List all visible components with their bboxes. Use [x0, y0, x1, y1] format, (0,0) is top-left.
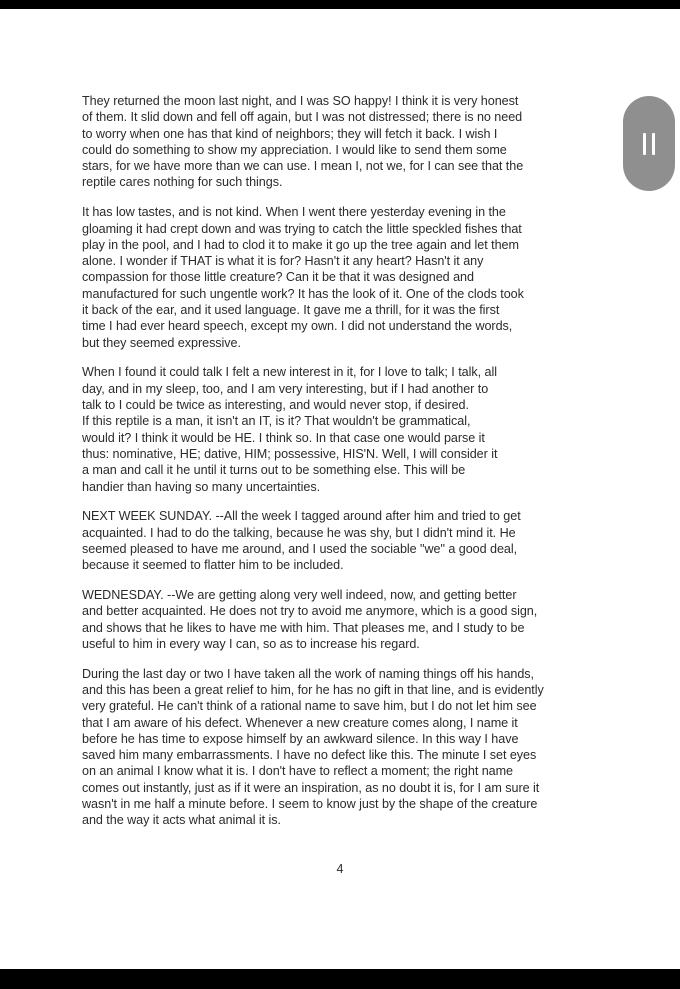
- bottom-bar: [0, 969, 680, 989]
- page-body: [82, 93, 582, 842]
- scroll-handle[interactable]: [623, 96, 675, 191]
- drag-grip-icon: [643, 133, 655, 155]
- paragraph-1: They returned the moon last night, and I was SO happy! I think it is very honest of them. It slid down and fell off again, but I was not distressed; there is no need to worry when one has that kind of neighbors; they will fetch it back. I wish I could do something to show my appreciation. I would like to send them some stars, for we have more than we can use. I mean I, not we, for I can see that the reptile cares nothing for such things.: [82, 94, 524, 190]
- paragraph-5: WEDNESDAY. --We are getting along very well indeed, now, and getting better and better acquainted. He does not try to avoid me anymore, which is a good sign, and shows that he likes to have me with him. That pleases me, and I study to be useful to him in every way I can, so as to increase his regard.: [82, 588, 538, 651]
- paragraph-3: When I found it could talk I felt a new interest in it, for I love to talk; I talk, all day, and in my sleep, too, and I am very interesting, but if I had another to talk to I could be twice as interesting, and would never stop, if desired. If this reptile is a man, it isn't an IT, is it? That wouldn't be grammatical, would it? I think it would be HE. I think so. In that case one would parse it thus: nominative, HE; dative, HIM; possessive, HIS'N. Well, I will consider it a man and call it he until it turns out to be something else. This will be handier than having so many uncertainties.: [82, 365, 498, 494]
- paragraph-2: It has low tastes, and is not kind. When I went there yesterday evening in the gloaming it had crept down and was trying to catch the little speckled fishes that play in the pool, and I had to clod it to make it go up the tree again and let them alone. I wonder if THAT is what it is for? Hasn't it any heart? Hasn't it any compassion for those little creature? Can it be that it was designed and manufactured for such ungentle work? It has the look of it. One of the clods took it back of the ear, and it used language. It gave me a thrill, for it was the first time I had ever heard speech, except my own. I did not understand the words, but they seemed expressive.: [82, 205, 524, 350]
- paragraph-6: During the last day or two I have taken all the work of naming things off his hands, and this has been a great relief to him, for he has no gift in that line, and is evidently very grateful. He can't think of a rational name to save him, but I do not let him see that I am aware of his defect. Whenever a new creature comes along, I name it before he has time to expose himself by an awkward silence. In this way I have saved him many embarrassments. I have no defect like this. The minute I set eyes on an animal I know what it is. I don't have to reflect a moment; the right name comes out instantly, just as if it were an inspiration, as no doubt it is, for I am sure it wasn't in me half a minute before. I seem to know just by the shape of the creature and the way it acts what animal it is.: [82, 666, 544, 828]
- page-number: 4: [336, 862, 344, 876]
- paragraph-4: NEXT WEEK SUNDAY. --All the week I tagged around after him and tried to get acquainted. I had to do the talking, because he was shy, but I didn't mind it. He seemed pleased to have me around, and I used the sociable "we" a good deal, because it seemed to flatter him to be included.: [82, 509, 521, 573]
- document-page: [0, 9, 680, 969]
